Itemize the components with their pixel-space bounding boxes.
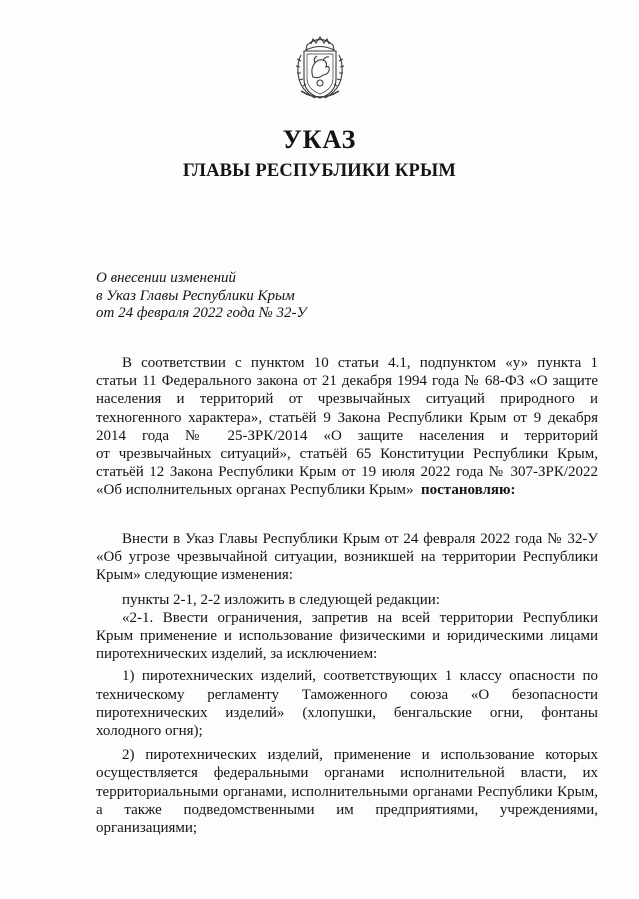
text-line: «2-1. Ввести ограничения, запретив на всей территории Республики (122, 609, 598, 626)
text-line: пиротехнических изделий, за исключением: (96, 646, 378, 663)
text-line: «Об угрозе чрезвычайной ситуации, возникшей на территории Республики (96, 549, 598, 566)
text-line: Внести в Указ Главы Республики Крым от 24 февраля 2022 года № 32-У (122, 531, 598, 547)
decree-word: постановляю: (420, 482, 516, 499)
text-line: пиротехнических изделий» (хлопушки, бенгальские огни, фонтаны (96, 704, 598, 721)
text-line: Крым» следующие изменения: (96, 567, 293, 584)
document-title: УКАЗ (282, 125, 357, 154)
text-line: от чрезвычайных ситуаций», статьёй 65 Конституции Республики Крым, (96, 446, 598, 463)
decree-body (96, 530, 598, 837)
crimea-coat-of-arms-icon (293, 35, 347, 102)
text-line: статьи 11 Федерального закона от 21 декабря 1994 года № 68-ФЗ «О защите (96, 373, 598, 390)
subject-line: О внесении изменений (96, 270, 237, 286)
text-line: В соответствии с пунктом 10 статьи 4.1, подпунктом «у» пункта 1 (122, 355, 598, 371)
text-line: организациями; (96, 820, 198, 837)
subject-line: от 24 февраля 2022 года № 32-У (96, 305, 307, 321)
text-line: а также подведомственными им предприятиями, учреждениями, (96, 801, 598, 818)
text-line: населения и территорий от чрезвычайных ситуаций природного и (96, 391, 598, 408)
text-line: осуществляется федеральными органами исполнительной власти, их (96, 765, 598, 782)
text-line: «Об исполнительных органах Республики Крым» (96, 482, 414, 499)
text-line: холодного огня); (96, 723, 203, 740)
text-line: техническому регламенту Таможенного союза «О безопасности (96, 686, 598, 703)
text-line: территориальными органами, исполнительными органами Республики Крым, (96, 783, 598, 800)
document-subject (96, 270, 307, 323)
text-line: 1) пиротехнических изделий, соответствующих 1 классу опасности по (122, 668, 598, 685)
subject-line: в Указ Главы Республики Крым (96, 287, 295, 304)
text-line: пункты 2-1, 2-2 изложить в следующей редакции: (122, 591, 440, 608)
text-line: Крым применение и использование физическими и юридическими лицами (96, 628, 598, 645)
text-line: статьёй 12 Закона Республики Крым от 19 июля 2022 года № 307-ЗРК/2022 (96, 464, 598, 481)
text-line-final (96, 481, 598, 499)
text-line: 2014 года № 25-ЗРК/2014 «О защите населения и территорий (96, 427, 598, 444)
preamble-paragraph (96, 354, 598, 500)
text-line: 2) пиротехнических изделий, применение и использование которых (122, 747, 598, 764)
text-line: техногенного характера», статьёй 9 Закона Республики Крым от 9 декабря (96, 409, 598, 426)
document-subtitle: ГЛАВЫ РЕСПУБЛИКИ КРЫМ (182, 161, 457, 181)
